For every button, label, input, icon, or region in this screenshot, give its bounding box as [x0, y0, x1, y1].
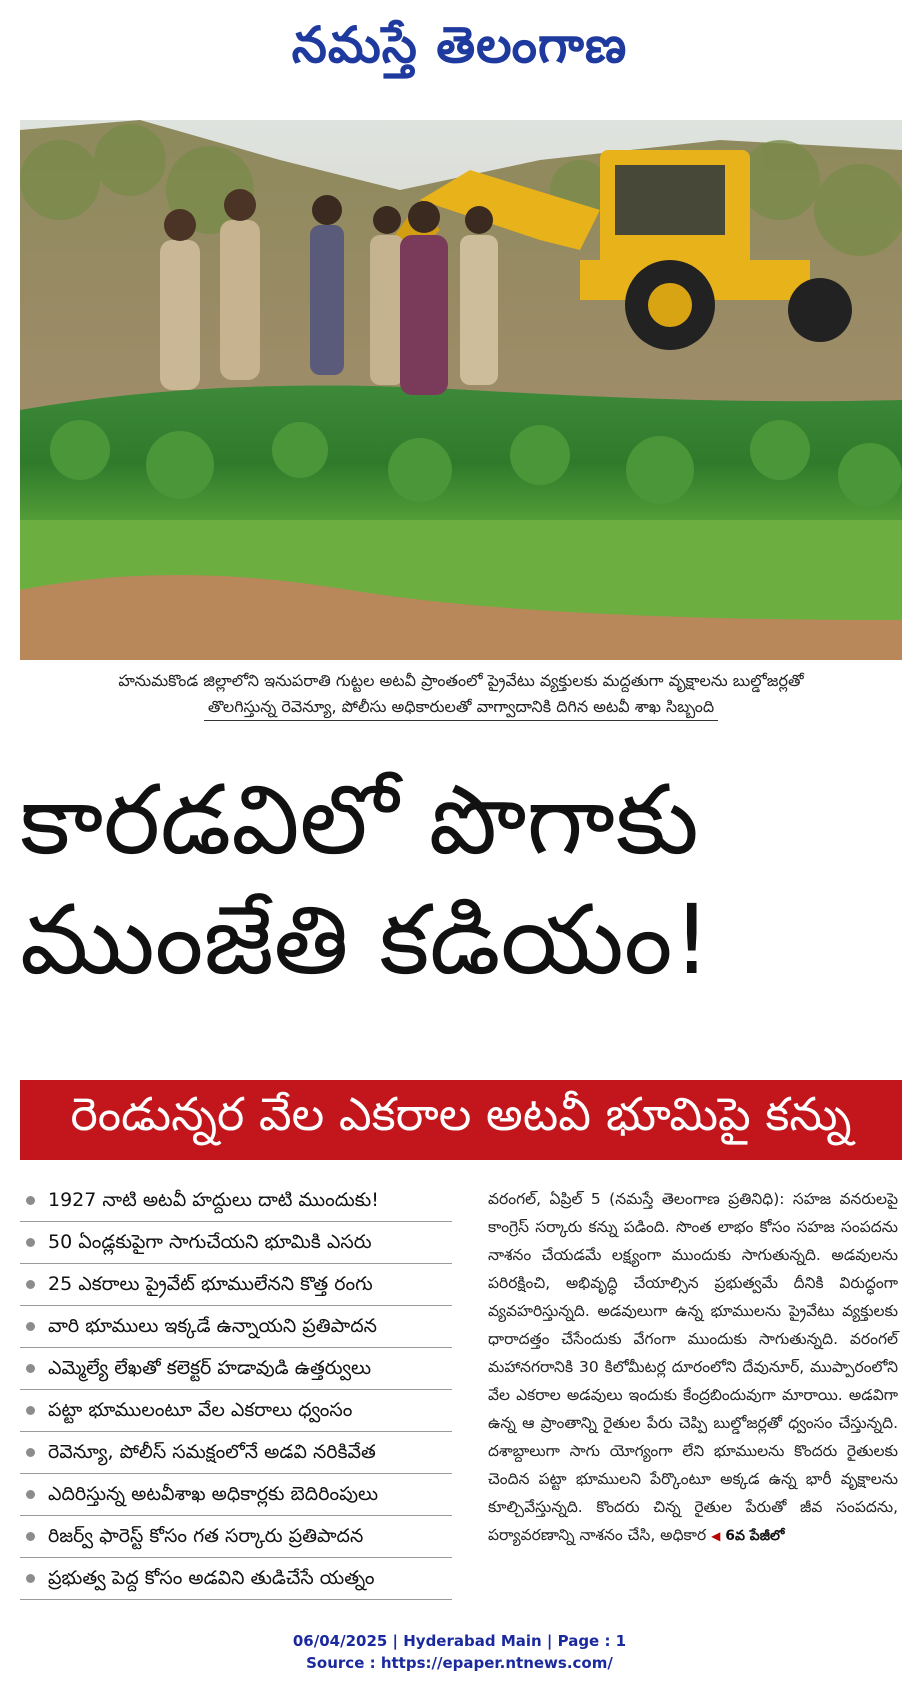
- highlight-item: రిజర్వ్ ఫారెస్ట్ కోసం గత సర్కారు ప్రతిపాదన: [20, 1516, 452, 1558]
- article-body: [488, 1185, 898, 1550]
- highlight-item: 50 ఏండ్లకుపైగా సాగుచేయని భూమికి ఎసరు: [20, 1222, 452, 1264]
- footer-source[interactable]: Source : https://epaper.ntnews.com/: [306, 1654, 613, 1672]
- highlight-item: 25 ఎకరాలు ప్రైవేట్ భూములేనని కొత్త రంగు: [20, 1264, 452, 1306]
- highlight-item: రెవెన్యూ, పోలీస్ సమక్షంలోనే అడవి నరికివేత: [20, 1432, 452, 1474]
- photo-caption: [20, 668, 902, 721]
- highlight-item: ఎమ్మెల్యే లేఖతో కలెక్టర్ హడావుడి ఉత్తర్వులు: [20, 1348, 452, 1390]
- article-text: వరంగల్, ఏప్రిల్ 5 (నమస్తే తెలంగాణ ప్రతినిధి): సహజ వనరులపై కాంగ్రెస్ సర్కారు కన్ను పడింది. సొంత లాభం కోసం సహజ సంపదను నాశనం చేయడమే లక్ష్యంగా ముందుకు సాగుతున్నది. అడవులను పరిరక్షించి, అభివృద్ధి చేయాల్సిన ప్రభుత్వమే దీనికి విరుద్ధంగా వ్యవహరిస్తున్నది. అడవులుగా ఉన్న భూములను ప్రైవేటు వ్యక్తులకు ధారాదత్తం చేసేందుకు వేగంగా ముందుకు సాగుతున్నది. వరంగల్ మహానగరానికి 30 కిలోమీటర్ల దూరంలోని దేవునూర్, ముప్పారంలోని వేల ఎకరాల అడవులు ఇందుకు కేంద్రబిందువుగా మారాయి. అడవిగా ఉన్న ఆ ప్రాంతాన్ని రైతుల పేరు చెప్పి బుల్డోజర్లతో ధ్వంసం చేస్తున్నది. దశాబ్దాలుగా సాగు యోగ్యంగా లేని భూములను కొందరు రైతులకు చెందిన పట్టా భూములని పేర్కొంటూ అక్కడ ఉన్న భారీ వృక్షాలను కూల్చివేస్తున్నది. కొందరు చిన్న రైతుల పేరుతో జీవ సంపదను, పర్యావరణాన్ని నాశనం చేసి, అధికార: [488, 1190, 898, 1544]
- footer: [0, 1630, 919, 1674]
- highlight-item: ఎదిరిస్తున్న అటవీశాఖ అధికార్లకు బెదిరింపులు: [20, 1474, 452, 1516]
- continued-link[interactable]: [711, 1528, 784, 1544]
- headline: [20, 760, 902, 1000]
- continued-label: 6వ పేజీలో: [725, 1528, 785, 1544]
- highlights-list: [20, 1180, 452, 1600]
- subheadline-text: రెండున్నర వేల ఎకరాల అటవీ భూమిపై కన్ను: [70, 1087, 852, 1141]
- news-photo: [20, 120, 902, 660]
- footer-edition: 06/04/2025 | Hyderabad Main | Page : 1: [292, 1632, 627, 1650]
- highlight-item: 1927 నాటి అటవీ హద్దులు దాటి ముందుకు!: [20, 1180, 452, 1222]
- highlight-item: పట్టా భూములంటూ వేల ఎకరాలు ధ్వంసం: [20, 1390, 452, 1432]
- caption-line-1: హనుమకొండ జిల్లాలోని ఇనుపరాతి గుట్టల అటవీ ప్రాంతంలో ప్రైవేటు వ్యక్తులకు మద్దతుగా వృక్షాలను బుల్డోజర్లతో: [118, 671, 804, 690]
- caption-line-2: తొలగిస్తున్న రెవెన్యూ, పోలీసు అధికారులతో వాగ్వాదానికి దిగిన అటవీ శాఖ సిబ్బంది: [204, 694, 718, 721]
- subheadline-banner: [20, 1080, 902, 1160]
- continue-arrow-icon: ◀: [711, 1529, 721, 1543]
- headline-line-2: ముంజేతి కడియం!: [20, 884, 711, 996]
- highlight-item: వారి భూములు ఇక్కడే ఉన్నాయని ప్రతిపాదన: [20, 1306, 452, 1348]
- masthead: [0, 10, 919, 80]
- newspaper-title: నమస్తే తెలంగాణ: [291, 15, 628, 74]
- photo-icon: [20, 120, 902, 660]
- highlight-item: ప్రభుత్వ పెద్ద కోసం అడవిని తుడిచేసే యత్నం: [20, 1558, 452, 1600]
- headline-line-1: కారడవిలో పొగాకు: [20, 764, 699, 876]
